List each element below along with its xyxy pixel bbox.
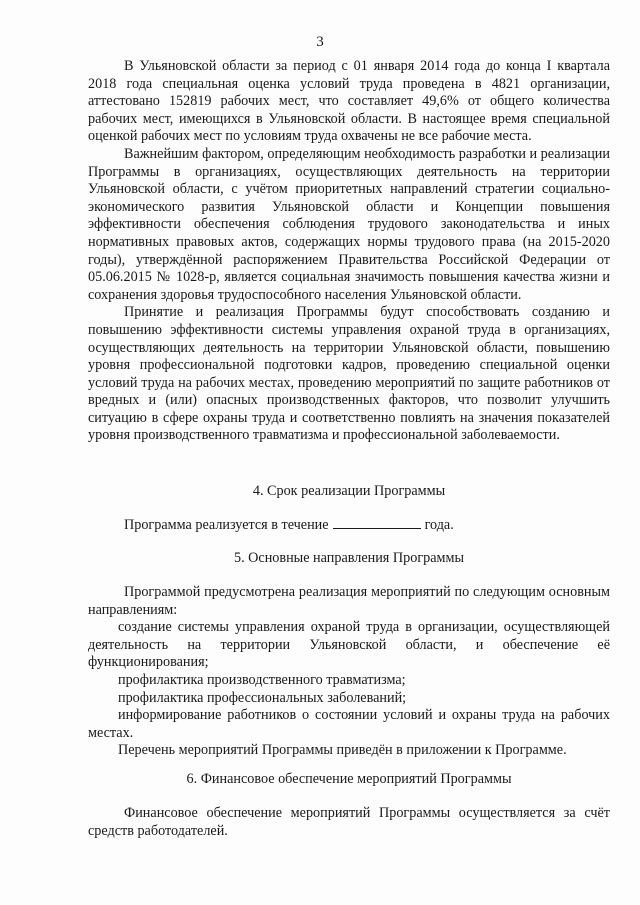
direction-item: создание системы управления охраной труда в организации, осуществляющей деятельность на территории Ульяновской области, и обеспечение её функционирования; (88, 619, 610, 671)
program-term-blank (333, 516, 421, 529)
program-term-line (124, 516, 454, 534)
section-5-heading: 5. Основные направления Программы (233, 550, 465, 566)
direction-item: информирование работников о состоянии условий и охраны труда на рабочих местах. (88, 707, 610, 741)
section-6-body (88, 805, 610, 840)
section-6-text: Финансовое обеспечение мероприятий Программы осуществляется за счёт средств работодателей. (88, 805, 610, 839)
section-5-intro: Программой предусмотрена реализация мероприятий по следующим основным направлениям: (88, 584, 610, 618)
section-5-body (88, 584, 610, 760)
page-number: 3 (316, 34, 324, 50)
section-4-heading: 4. Срок реализации Программы (252, 483, 446, 499)
section-5-closing: Перечень мероприятий Программы приведён в приложении к Программе. (118, 742, 567, 759)
intro-section (88, 58, 610, 445)
paragraph-key-factor: Важнейшим фактором, определяющим необходимость разработки и реализации Программы в организациях, осуществляющих деятельность на территории Ульяновской области, с учётом приоритетных направлений стратегии социально-экономического развития Ульяновской области и Концепции повышения эффективности обеспечения соблюдения трудового законодательства и иных нормативных правовых актов, содержащих нормы трудового права (на 2015-2020 годы), утверждённой распоряжением Правительства Российской Федерации от 05.06.2015 № 1028-р, является социальная значимость повышения качества жизни и сохранения здоровья трудоспособного населения Ульяновской области. (88, 145, 610, 303)
paragraph-assessment-statistics: В Ульяновской области за период с 01 января 2014 года до конца I квартала 2018 года специальная оценка условий труда проведена в 4821 организации, аттестовано 152819 рабочих мест, что составляет 49,6% от общего количества рабочих мест, имеющихся в Ульяновской области. В настоящее время специальной оценкой рабочих мест по условиям труда охвачены не все рабочие места. (88, 58, 610, 145)
program-term-text: Программа реализуется в течение (124, 517, 329, 533)
direction-item: профилактика профессиональных заболеваний; (118, 689, 407, 706)
direction-item: профилактика производственного травматизма; (118, 671, 406, 688)
section-6-heading: 6. Финансовое обеспечение мероприятий Программы (186, 771, 512, 787)
paragraph-program-outcomes: Принятие и реализация Программы будут способствовать созданию и повышению эффективности системы управления охраной труда в организациях, осуществляющих деятельность на территории Ульяновской области, повышению уровня профессиональной подготовки кадров, проведению специальной оценки условий труда на рабочих местах, проведению мероприятий по защите работников от вредных и (или) опасных производственных факторов, что позволит улучшить ситуацию в сфере охраны труда и соответственно повлиять на значения показателей уровня производственного травматизма и профессиональной заболеваемости. (88, 304, 610, 444)
program-term-unit: года. (424, 517, 454, 533)
